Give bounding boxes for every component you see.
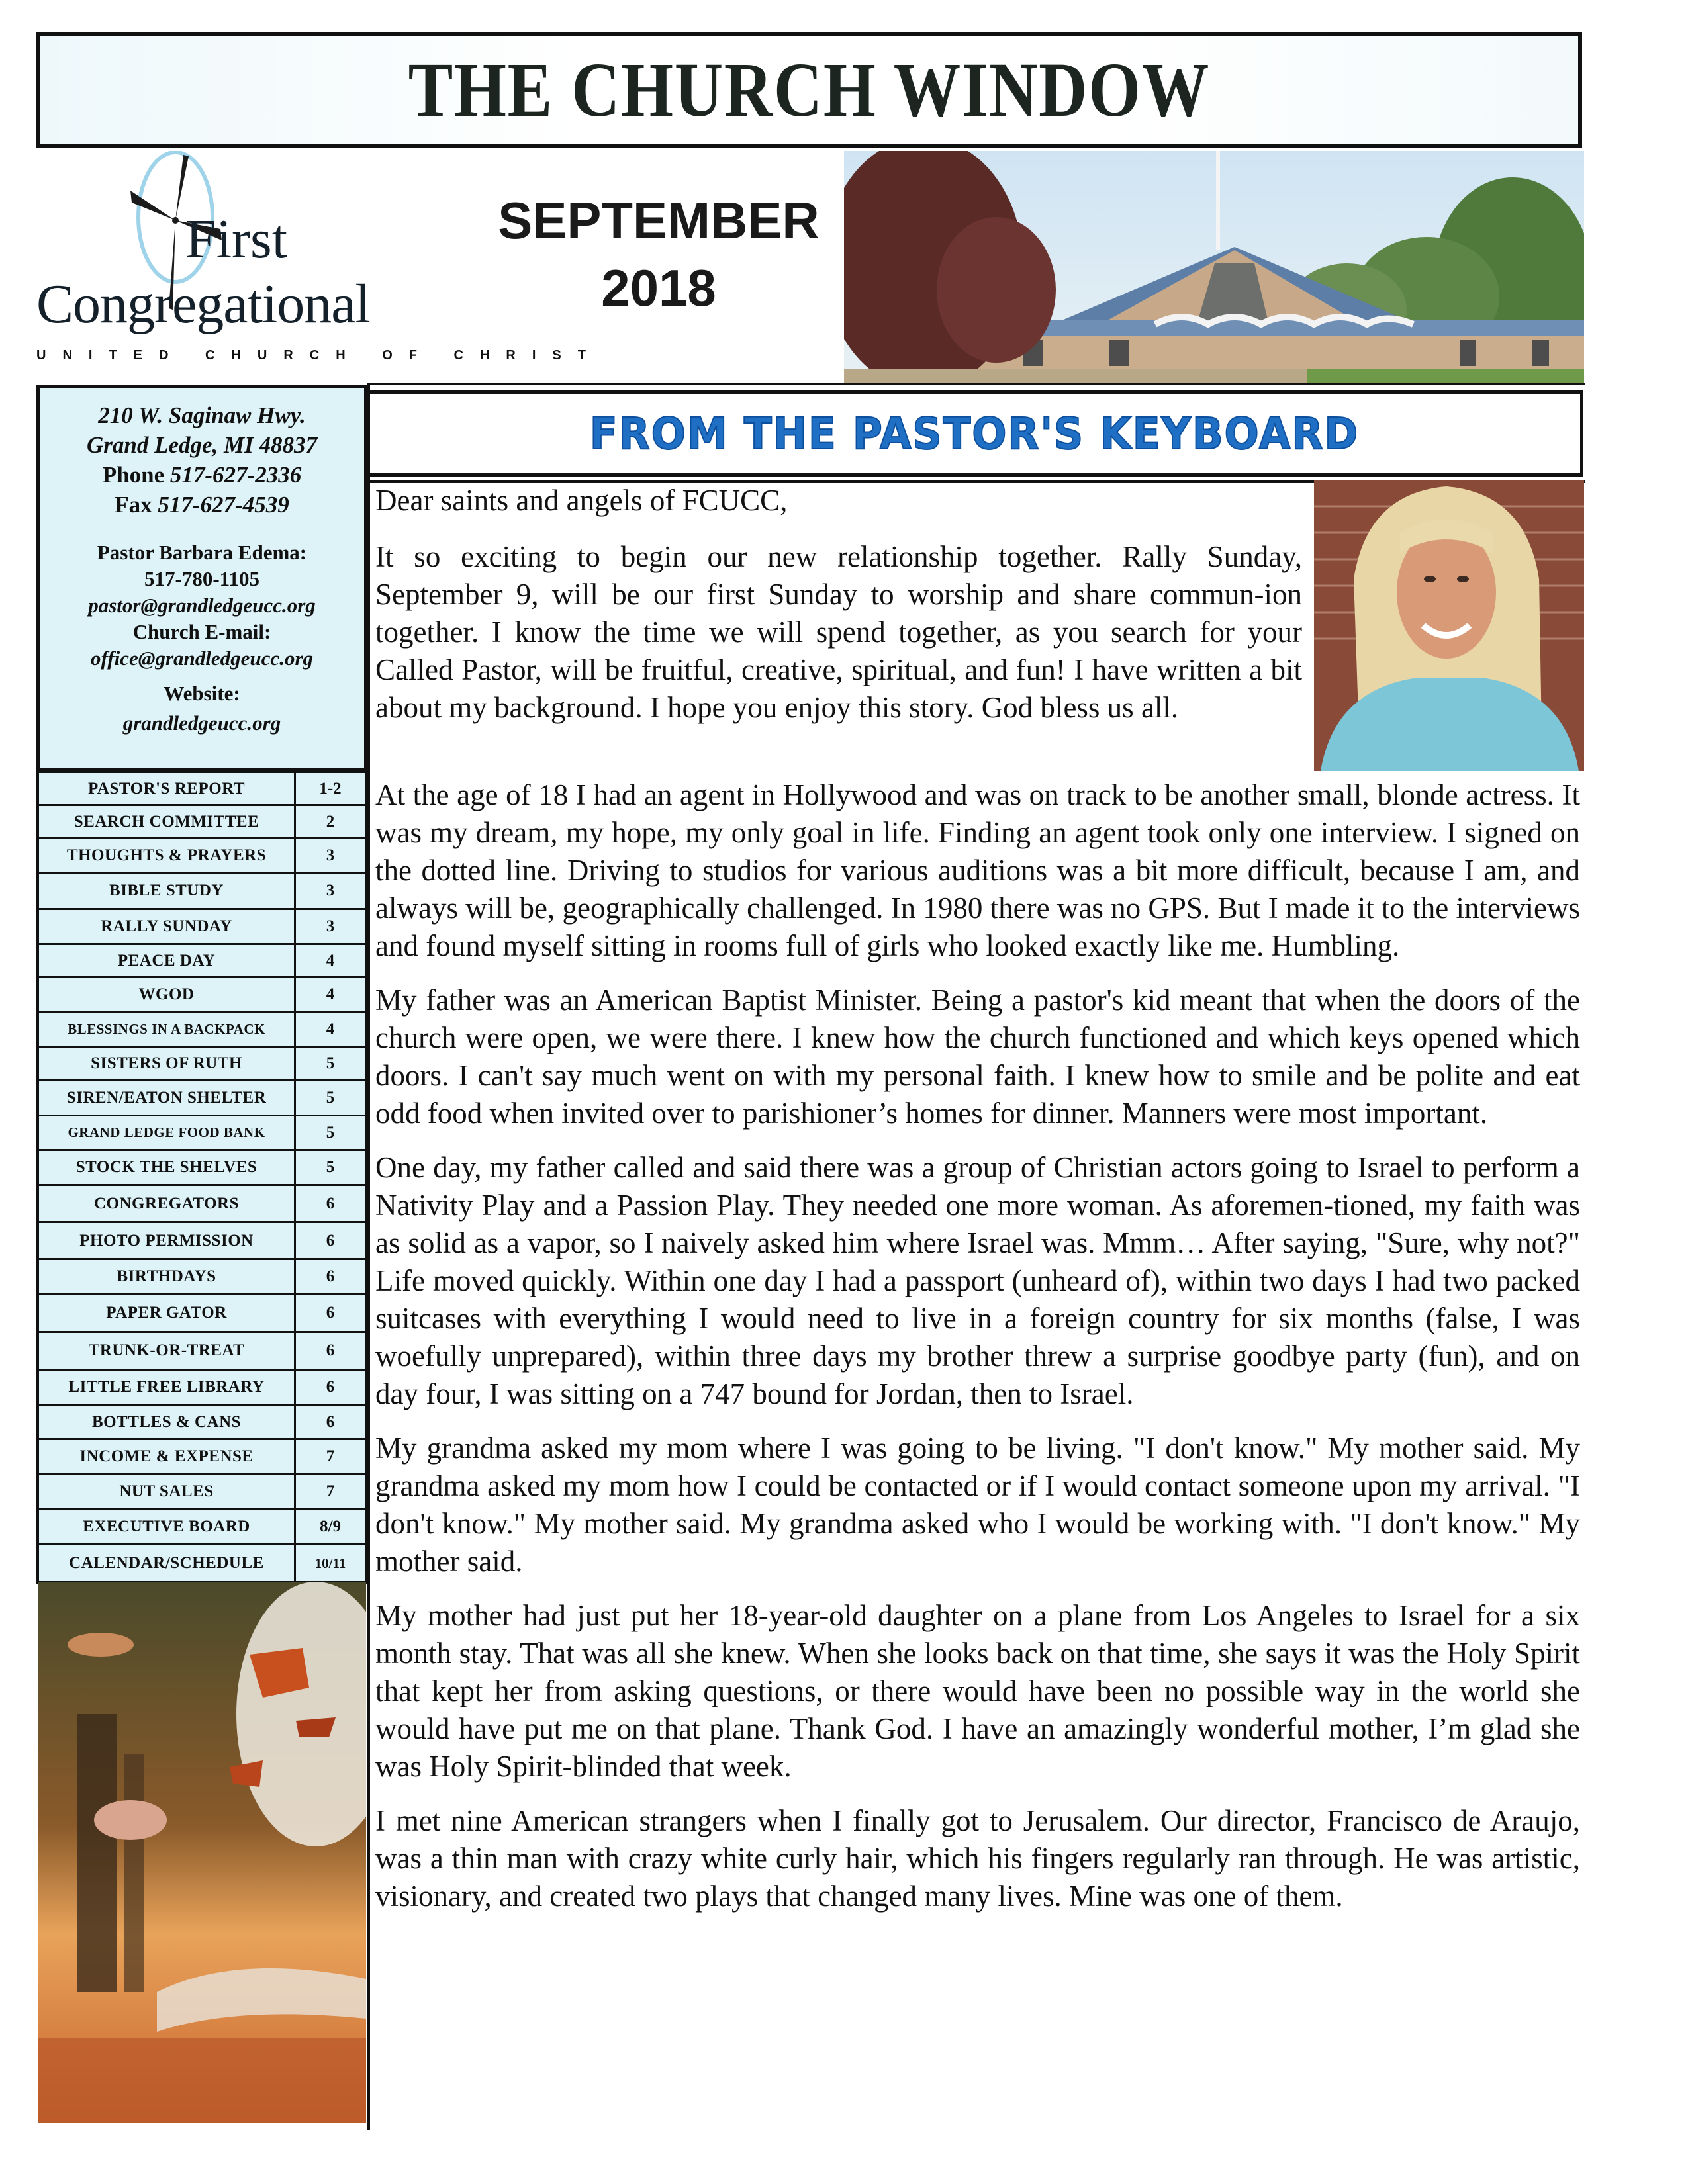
toc-label: LITTLE FREE LIBRARY bbox=[39, 1371, 296, 1404]
toc-label: PASTOR'S REPORT bbox=[39, 773, 296, 804]
toc-row[interactable] bbox=[39, 773, 365, 806]
toc-label: THOUGHTS & PRAYERS bbox=[39, 839, 296, 872]
toc-page-number: 3 bbox=[326, 846, 335, 864]
toc-label: PAPER GATOR bbox=[39, 1295, 296, 1331]
toc-label: PHOTO PERMISSION bbox=[39, 1223, 296, 1258]
toc-label: BOTTLES & CANS bbox=[39, 1406, 296, 1438]
toc-row[interactable] bbox=[39, 1223, 365, 1260]
website-link[interactable]: grandledgeucc.org bbox=[122, 711, 281, 735]
toc-row[interactable] bbox=[39, 1186, 365, 1223]
toc-label: STOCK THE SHELVES bbox=[39, 1151, 296, 1184]
article-paragraph: I met nine American strangers when I finally got to Jerusalem. Our director, Francisco de Araujo, was a thin man with crazy white curly hair, which his fingers regularly ran through. He was artistic, visionary, and created two plays that changed many lives. Mine was one of them. bbox=[375, 1804, 1580, 1913]
toc-row[interactable] bbox=[39, 1510, 365, 1545]
article-paragraph: My father was an American Baptist Minister. Being a pastor's kid meant that when the doors of the church were open, we were there. I knew how the church functioned and which keys opened which doors. I can't say much went on with my personal faith. I knew how to smile and be polite and eat odd food when invited over to parishioner’s homes for dinner. Manners were most important. bbox=[375, 983, 1580, 1130]
toc-page-number: 3 bbox=[326, 917, 335, 935]
toc-row[interactable] bbox=[39, 1371, 365, 1406]
article-paragraph: One day, my father called and said there was a group of Christian actors going to Israel to perform a Nativity Play and a Passion Play. They needed one more woman. As aforemen-tioned, my faith was as solid as a vapor, so I naively asked him where Israel was. Mmm… After saying, "Sure, why not?" Life moved quickly. Within one day I had a passport (unheard of), within two days I had two packed suitcases with everything I would need to live in a foreign country for six months (false, I was woefully unprepared), within three days my brother threw a surprise goodbye party (fun), and on day four, I was sitting on a 747 bound for Jordan, then to Israel. bbox=[375, 1151, 1580, 1410]
column-divider bbox=[367, 383, 370, 2130]
toc-row[interactable] bbox=[39, 839, 365, 874]
toc-row[interactable] bbox=[39, 1081, 365, 1116]
issue-date bbox=[473, 187, 844, 322]
toc-row[interactable] bbox=[39, 1048, 365, 1081]
article-paragraph: My grandma asked my mom where I was going to be living. "I don't know." My mother said. My grandma asked my mom how I could be contacted or if I would contact someone upon my arrival. "I don't know." My mother said. My grandma asked who I would be working with. "I don't know." My mother said. bbox=[375, 1432, 1580, 1578]
toc-label: GRAND LEDGE FOOD BANK bbox=[39, 1116, 296, 1149]
article-heading: FROM THE PASTOR'S KEYBOARD bbox=[589, 408, 1360, 459]
article-paragraph: At the age of 18 I had an agent in Hollywood and was on track to be another small, blonde actress. It was my dream, my hope, my only goal in life. Finding an agent took only one interview. I signed on the dotted line. Driving to studios for various auditions was a bit more difficult, because I am, and always will be, geographically challenged. In 1980 there was no GPS. But I made it to the interviews and found myself sitting in rooms full of girls who looked exactly like me. Humbling. bbox=[375, 778, 1580, 962]
issue-year: 2018 bbox=[601, 259, 716, 317]
toc-page-number: 1-2 bbox=[319, 779, 342, 797]
toc-page-number: 3 bbox=[326, 882, 335, 899]
toc-row[interactable] bbox=[39, 945, 365, 978]
toc-label: RALLY SUNDAY bbox=[39, 910, 296, 943]
toc-page-number: 10/11 bbox=[314, 1555, 346, 1571]
masthead bbox=[36, 32, 1582, 148]
toc-label: TRUNK-OR-TREAT bbox=[39, 1333, 296, 1369]
toc-page-number: 6 bbox=[326, 1378, 335, 1396]
toc-label: SISTERS OF RUTH bbox=[39, 1048, 296, 1079]
toc-label: WGOD bbox=[39, 978, 296, 1011]
toc-row[interactable] bbox=[39, 1116, 365, 1151]
toc-row[interactable] bbox=[39, 874, 365, 910]
article-banner bbox=[369, 390, 1583, 477]
contact-box bbox=[36, 385, 367, 772]
logo-text-first: First bbox=[185, 208, 288, 270]
toc-label: NUT SALES bbox=[39, 1475, 296, 1508]
article-paragraph: My mother had just put her 18-year-old daughter on a plane from Los Angeles to Israel for a six month stay. That was all she knew. When she looks back on that time, she says it was the Holy Spirit that kept her from asking questions, or there would have been no possible way in the world she would have put me on that plane. Thank God. I have an amazingly wonderful mother, I’m glad she was Holy Spirit-blinded that week. bbox=[375, 1599, 1580, 1783]
logo-tagline: UNITED CHURCH OF CHRIST bbox=[36, 348, 602, 363]
article-greeting: Dear saints and angels of FCUCC, bbox=[375, 484, 788, 517]
toc-row[interactable] bbox=[39, 1333, 365, 1371]
toc-page-number: 6 bbox=[326, 1342, 335, 1359]
church-email-label: Church E-mail: bbox=[132, 620, 271, 643]
fax-number: 517-627-4539 bbox=[158, 492, 289, 518]
toc-row[interactable] bbox=[39, 1013, 365, 1048]
toc-label: BIBLE STUDY bbox=[39, 874, 296, 908]
toc-page-number: 4 bbox=[326, 951, 335, 970]
toc-row[interactable] bbox=[39, 1475, 365, 1510]
toc-page-number: 6 bbox=[326, 1231, 335, 1250]
phone-number: 517-627-2336 bbox=[169, 462, 302, 488]
phone-label: Phone bbox=[102, 462, 165, 488]
toc-page-number: 4 bbox=[326, 1020, 335, 1038]
toc-page-number: 2 bbox=[326, 812, 335, 831]
toc-page-number: 7 bbox=[326, 1447, 335, 1465]
website-label: Website: bbox=[164, 682, 240, 705]
toc-row[interactable] bbox=[39, 1440, 365, 1475]
article-paragraph: It so exciting to begin our new relationship together. Rally Sunday, September 9, will be our first Sunday to worship and share commun-ion together. I know the time we will spend together, as you search for your Called Pastor, will be fruitful, creative, spiritual, and fun! I have written a bit about my background. I hope you enjoy this story. God bless us all. bbox=[375, 540, 1302, 724]
pastor-label: Pastor Barbara Edema: bbox=[97, 541, 307, 564]
toc-page-number: 8/9 bbox=[320, 1517, 341, 1535]
table-of-contents bbox=[36, 770, 367, 1584]
toc-row[interactable] bbox=[39, 1295, 365, 1333]
toc-page-number: 6 bbox=[326, 1194, 335, 1212]
toc-label: BIRTHDAYS bbox=[39, 1260, 296, 1293]
toc-label: PEACE DAY bbox=[39, 945, 296, 976]
toc-row[interactable] bbox=[39, 1406, 365, 1440]
church-email-link[interactable]: office@grandledgeucc.org bbox=[90, 647, 314, 670]
toc-label: INCOME & EXPENSE bbox=[39, 1440, 296, 1473]
address-line-1: 210 W. Saginaw Hwy. bbox=[98, 402, 306, 428]
toc-label: CALENDAR/SCHEDULE bbox=[39, 1545, 296, 1581]
toc-label: BLESSINGS IN A BACKPACK bbox=[39, 1013, 296, 1046]
logo-text-congregational: Congregational bbox=[36, 273, 370, 335]
newsletter-title: THE CHURCH WINDOW bbox=[408, 46, 1211, 133]
toc-page-number: 6 bbox=[326, 1412, 335, 1431]
toc-page-number: 4 bbox=[326, 985, 335, 1003]
toc-page-number: 5 bbox=[326, 1089, 335, 1107]
toc-page-number: 6 bbox=[326, 1267, 335, 1285]
photo-spacer bbox=[1302, 482, 1580, 776]
toc-label: EXECUTIVE BOARD bbox=[39, 1510, 296, 1543]
toc-row[interactable] bbox=[39, 1260, 365, 1295]
pastor-phone: 517-780-1105 bbox=[144, 567, 259, 590]
toc-page-number: 5 bbox=[326, 1054, 335, 1072]
fax-label: Fax bbox=[115, 492, 152, 518]
toc-label: CONGREGATORS bbox=[39, 1186, 296, 1221]
toc-page-number: 5 bbox=[326, 1123, 335, 1142]
address-line-2: Grand Ledge, MI 48837 bbox=[86, 432, 318, 458]
issue-month: SEPTEMBER bbox=[498, 191, 820, 250]
church-building-photo bbox=[844, 151, 1584, 383]
toc-page-number: 6 bbox=[326, 1304, 335, 1322]
toc-page-number: 7 bbox=[326, 1482, 335, 1500]
phone-line bbox=[40, 460, 364, 490]
autumn-leaves-photo bbox=[38, 1582, 366, 2123]
toc-row[interactable] bbox=[39, 910, 365, 945]
pastor-email-link[interactable]: pastor@grandledgeucc.org bbox=[88, 594, 316, 617]
toc-row[interactable] bbox=[39, 1545, 365, 1581]
toc-label: SIREN/EATON SHELTER bbox=[39, 1081, 296, 1115]
fax-line bbox=[40, 490, 364, 520]
toc-row[interactable] bbox=[39, 806, 365, 839]
toc-row[interactable] bbox=[39, 978, 365, 1013]
article-body bbox=[375, 482, 1580, 1932]
toc-page-number: 5 bbox=[326, 1158, 335, 1176]
toc-label: SEARCH COMMITTEE bbox=[39, 806, 296, 837]
toc-row[interactable] bbox=[39, 1151, 365, 1186]
church-logo bbox=[36, 151, 602, 369]
